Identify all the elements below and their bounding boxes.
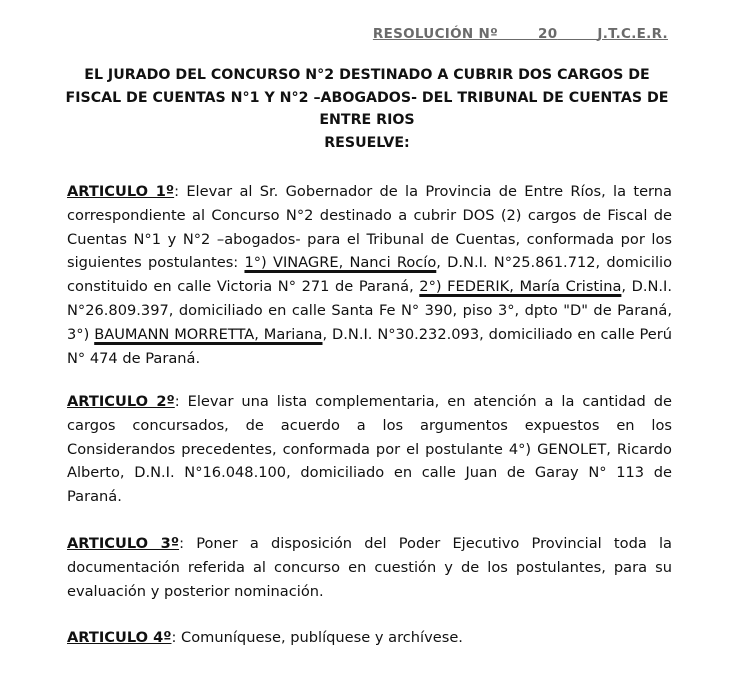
resolution-label: RESOLUCIÓN Nº <box>372 26 498 42</box>
article-4-text: : Comuníquese, publíquese y archívese. <box>171 629 463 646</box>
article-1 <box>67 180 672 370</box>
article-2-title: ARTICULO 2º <box>67 393 175 410</box>
candidate-2-name: 2°) FEDERIK, María Cristina <box>419 278 622 296</box>
title-line-1: EL JURADO DEL CONCURSO N°2 DESTINADO A CUBRIR DOS CARGOS DE <box>84 67 650 83</box>
article-1-text-part4: , D.N.I. N°30.232.093, domiciliado en calle Perú N° 474 de Paraná. <box>67 325 673 367</box>
article-2-text: : Elevar una lista complementaria, en atención a la cantidad de cargos concursados, de acuerdo a los argumentos expuestos en los Considerandos precedentes, conformada por el postulante 4°) GENOLET, Ricardo Alberto, D.N.I. N°16.048.100, domiciliado en calle Juan de Garay N° 113 de Paraná. <box>67 393 672 506</box>
article-1-title: ARTICULO 1º <box>67 183 175 200</box>
article-1-text-part3: , D.N.I. N°26.809.397, domiciliado en calle Santa Fe N° 390, piso 3°, dpto "D" de Paraná, 3°) <box>67 278 672 343</box>
article-4 <box>67 626 672 650</box>
candidate-3-name: BAUMANN MORRETTA, Mariana <box>94 325 323 343</box>
article-1-text-part1: : Elevar al Sr. Gobernador de la Provincia de Entre Ríos, la terna correspondiente al Concurso N°2 destinado a cubrir DOS (2) cargos de Fiscal de Cuentas N°1 y N°2 –abogados- para el Tribunal de Cuentas, conformada por los siguientes postulantes: <box>67 183 672 272</box>
article-2 <box>67 390 672 509</box>
document-title <box>60 64 674 154</box>
article-3-title: ARTICULO 3º <box>67 535 180 552</box>
resolution-number: 20 <box>538 26 558 42</box>
article-4-title: ARTICULO 4º <box>67 629 172 646</box>
article-1-text-part2: , D.N.I. N°25.861.712, domicilio constituido en calle Victoria N° 271 de Paraná, <box>67 254 672 296</box>
resolve-heading: RESUELVE: <box>324 134 410 151</box>
candidate-1-name: 1°) VINAGRE, Nanci Rocío <box>244 254 437 272</box>
article-3 <box>67 532 672 603</box>
organization-acronym: J.T.C.E.R. <box>597 26 668 42</box>
resolution-header <box>373 26 668 42</box>
title-line-3: ENTRE RIOS <box>319 112 415 128</box>
title-line-2: FISCAL DE CUENTAS N°1 Y N°2 –ABOGADOS- DEL TRIBUNAL DE CUENTAS DE <box>65 89 669 106</box>
article-3-text: : Poner a disposición del Poder Ejecutivo Provincial toda la documentación referida al concurso en cuestión y de los postulantes, para su evaluación y posterior nominación. <box>67 535 672 600</box>
